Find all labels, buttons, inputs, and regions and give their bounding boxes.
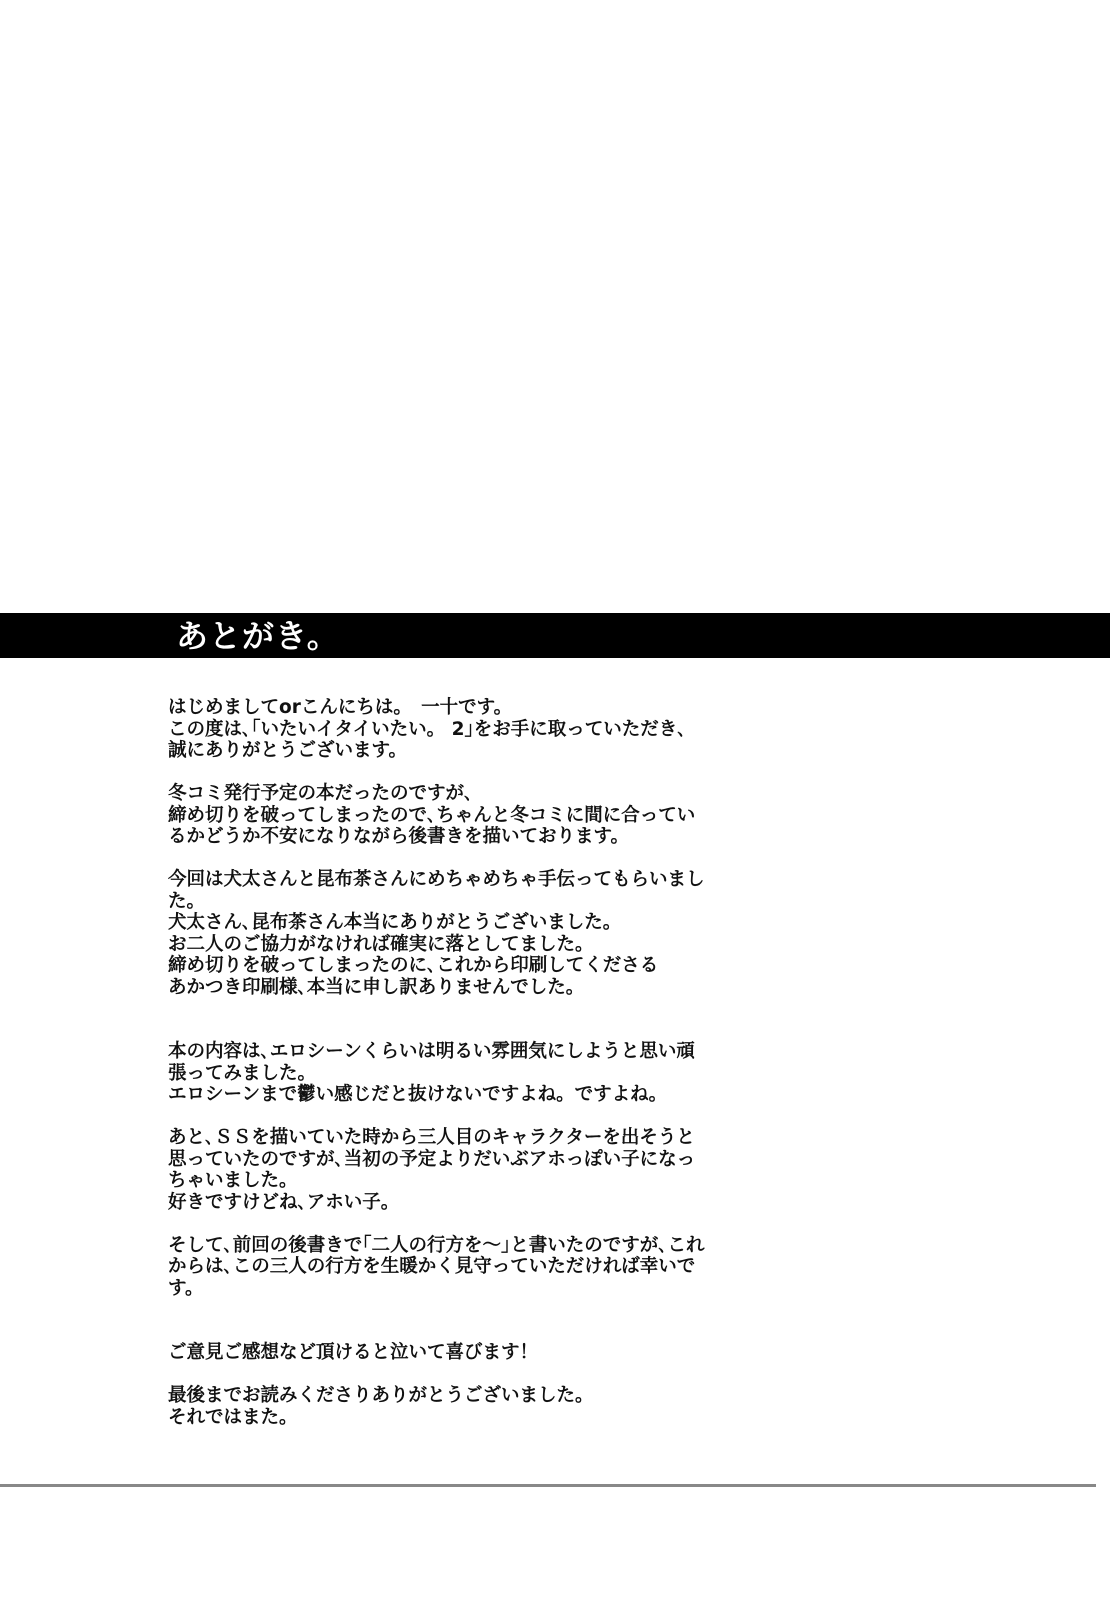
text-line: ちゃいました。 (168, 1170, 298, 1191)
text-line: それではまた。 (168, 1406, 298, 1428)
paragraph-closing (168, 1385, 768, 1428)
paragraph-character (168, 1127, 768, 1213)
text-line: からは､この三人の行方を生暖かく見守っていただければ幸いで (168, 1256, 696, 1277)
text-line: 本の内容は､エロシーンくらいは明るい雰囲気にしようと思い頑 (168, 1041, 695, 1062)
text-line: 締め切りを破ってしまったので､ちゃんと冬コミに間に合ってい (168, 804, 696, 826)
text-line: お二人のご協力がなければ確実に落としてました。 (168, 933, 594, 955)
paragraph-deadline (168, 783, 768, 848)
text-line: 好きですけどね､アホい子。 (168, 1191, 400, 1213)
text-line: あかつき印刷様､本当に申し訳ありませんでした。 (168, 976, 585, 998)
text-line: 思っていたのですが､当初の予定よりだいぶアホっぽい子になっ (168, 1148, 696, 1170)
text-line: 冬コミ発行予定の本だったのですが､ (168, 783, 474, 804)
text-line: 最後までお読みくださりありがとうございました。 (168, 1385, 594, 1406)
paragraph-feedback (168, 1342, 768, 1364)
paragraph-content (168, 1041, 768, 1106)
text-line: 締め切りを破ってしまったのに､これから印刷してくださる (168, 955, 659, 976)
paragraph-future (168, 1235, 768, 1300)
text-line: 今回は犬太さんと昆布茶さんにめちゃめちゃ手伝ってもらいまし (168, 869, 705, 890)
text-line: た。 (168, 890, 206, 912)
paragraph-greeting (168, 697, 768, 762)
bottom-divider (0, 1484, 1096, 1487)
text-line: るかどうか不安になりながら後書きを描いております。 (168, 826, 630, 847)
text-line: はじめましてorこんにちは。 一十です。 (168, 697, 513, 718)
text-line: す。 (168, 1277, 204, 1299)
text-line: この度は､｢いたいイタイいたい。 2｣をお手に取っていただき､ (168, 718, 687, 740)
text-line: 誠にありがとうございます。 (168, 740, 408, 761)
afterword-body (168, 697, 768, 1428)
paragraph-thanks (168, 869, 768, 998)
title-bar (0, 613, 1110, 658)
page-title: あとがき。 (176, 617, 340, 655)
text-line: あと､ＳＳを描いていた時から三人目のキャラクターを出そうと (168, 1127, 695, 1148)
text-line: エロシーンまで鬱い感じだと抜けないですよね。ですよね。 (168, 1084, 668, 1105)
text-line: そして､前回の後書きで｢二人の行方を～｣と書いたのですが､これ (168, 1234, 705, 1256)
text-line: 張ってみました。 (168, 1062, 317, 1084)
text-line: 犬太さん､昆布茶さん本当にありがとうございました。 (168, 912, 622, 933)
text-line: ご意見ご感想など頂けると泣いて喜びます！ (168, 1342, 539, 1363)
